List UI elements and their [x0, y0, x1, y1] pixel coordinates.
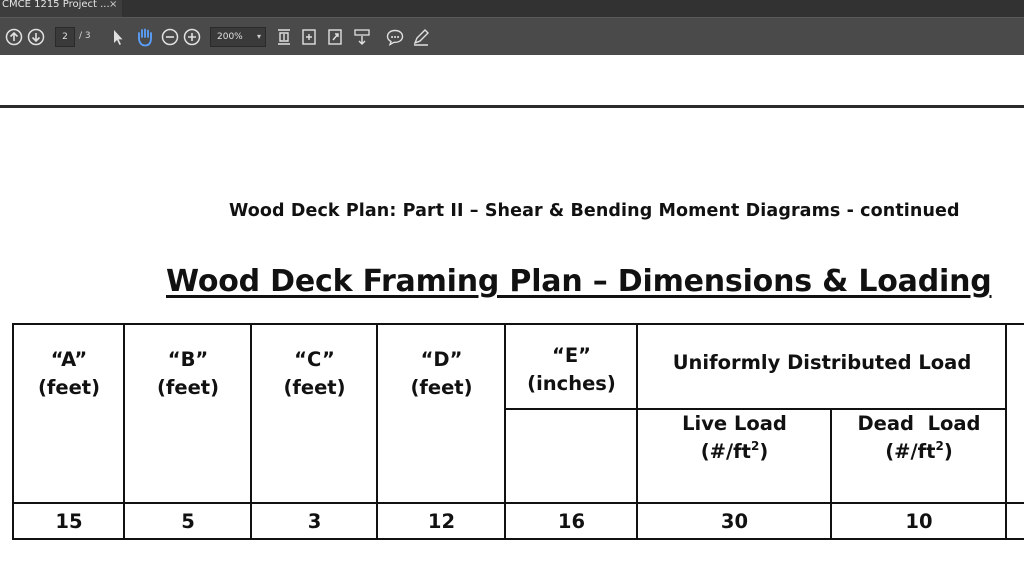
toolbar: [0, 17, 1024, 55]
header-dead-name: Dead Load: [857, 412, 981, 435]
document-title: Wood Deck Framing Plan – Dimensions & Loading: [166, 264, 992, 299]
header-dead-unit: (#/ft: [885, 440, 936, 463]
header-dead-load: [832, 410, 1006, 466]
page-divider: [0, 105, 1024, 108]
zoom-out-icon[interactable]: [161, 27, 179, 47]
header-d: [378, 346, 505, 402]
page-total: / 3: [79, 31, 91, 41]
previous-page-icon[interactable]: [5, 27, 23, 47]
tab-bar: [0, 0, 1024, 17]
header-c-unit: (feet): [283, 376, 346, 399]
header-live-unit: (#/ft: [700, 440, 751, 463]
header-d-name: “D”: [420, 348, 463, 371]
header-b-unit: (feet): [156, 376, 220, 399]
zoom-value: 200%: [217, 32, 243, 42]
highlight-pen-icon[interactable]: [411, 27, 431, 47]
value-e: 16: [557, 510, 586, 533]
header-c-name: “C”: [294, 348, 335, 371]
value-live-load: 30: [720, 510, 749, 533]
comment-icon[interactable]: [385, 27, 405, 47]
header-e-name: “E”: [552, 344, 591, 367]
header-e-unit: (inches): [527, 372, 616, 395]
header-dead-unit-line: [832, 438, 1006, 466]
header-a-unit: (feet): [37, 376, 101, 399]
next-page-icon[interactable]: [27, 27, 45, 47]
value-dead-load: 10: [905, 510, 933, 533]
fit-page-icon[interactable]: [275, 27, 293, 47]
header-e: [506, 342, 637, 398]
document-subtitle: Wood Deck Plan: Part II – Shear & Bending Moment Diagrams - continued: [229, 201, 960, 221]
value-b: 5: [181, 510, 195, 533]
fit-width-icon[interactable]: [300, 27, 318, 47]
zoom-select[interactable]: [210, 27, 266, 47]
header-d-unit: (feet): [410, 376, 473, 399]
header-b: [125, 346, 251, 402]
document-tab[interactable]: [0, 0, 122, 17]
page-number-input[interactable]: 2: [55, 27, 75, 47]
value-a: 15: [55, 510, 83, 533]
tab-title: CMCE 1215 Project ...: [2, 0, 110, 10]
header-a: [14, 346, 124, 402]
header-live-name: Live Load: [682, 412, 787, 435]
header-live-load: [638, 410, 831, 466]
select-tool-icon[interactable]: [111, 27, 125, 47]
header-c: [252, 346, 377, 402]
zoom-in-icon[interactable]: [183, 27, 201, 47]
value-c: 3: [307, 510, 322, 533]
header-live-unit-line: [638, 438, 831, 466]
header-live-superscript: 2: [750, 439, 760, 453]
header-live-close: ): [759, 440, 769, 463]
header-a-name: “A”: [50, 348, 88, 371]
header-dead-close: ): [943, 440, 953, 463]
full-screen-icon[interactable]: [326, 27, 344, 47]
value-d: 12: [427, 510, 456, 533]
header-b-name: “B”: [167, 348, 209, 371]
read-mode-icon[interactable]: [352, 27, 372, 47]
header-udl: Uniformly Distributed Load: [672, 351, 972, 374]
hand-tool-icon[interactable]: [134, 27, 156, 47]
chevron-down-icon: ▾: [256, 32, 261, 41]
header-dead-superscript: 2: [935, 439, 944, 453]
tab-close-icon[interactable]: ×: [109, 0, 118, 10]
